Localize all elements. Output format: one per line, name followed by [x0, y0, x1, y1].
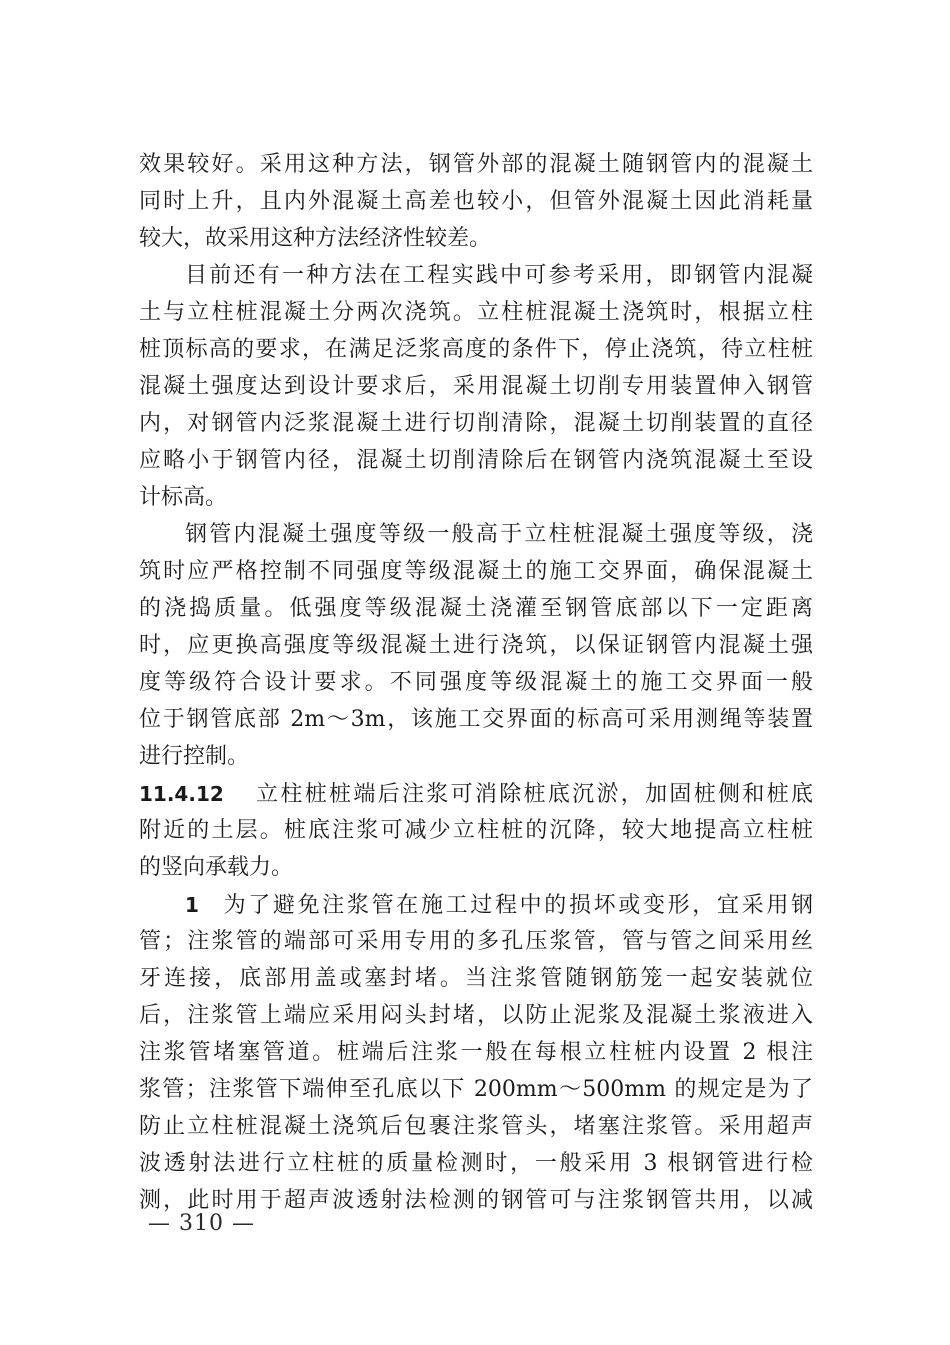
- text-line: 的浇捣质量。低强度等级混凝土浇灌至钢管底部以下一定距离: [139, 596, 813, 621]
- text-line: 注浆管堵塞管道。桩端后注浆一般在每根立柱桩内设置 2 根注: [139, 1040, 813, 1065]
- text-line: 内，对钢管内泛浆混凝土进行切削清除，混凝土切削装置的直径: [139, 411, 813, 436]
- text-line: 同时上升，且内外混凝土高差也较小，但管外混凝土因此消耗量: [139, 189, 813, 214]
- text-line: 土与立柱桩混凝土分两次浇筑。立柱桩混凝土浇筑时，根据立柱: [139, 300, 813, 325]
- page-number: — 310 —: [148, 1211, 255, 1236]
- text-line: 浆管；注浆管下端伸至孔底以下 200mm～500mm 的规定是为了: [139, 1077, 813, 1102]
- text-line: 桩顶标高的要求，在满足泛浆高度的条件下，停止浇筑，待立柱桩: [139, 337, 813, 362]
- section-first-line: [139, 776, 813, 812]
- section-number: 11.4.12: [139, 782, 224, 806]
- text-line: 度等级符合设计要求。不同强度等级混凝土的施工交界面一般: [139, 670, 813, 695]
- text-line: 时，应更换高强度等级混凝土进行浇筑，以保证钢管内混凝土强: [139, 633, 813, 658]
- text-line: 钢管内混凝土强度等级一般高于立柱桩混凝土强度等级，浇: [185, 522, 813, 547]
- text-line: 目前还有一种方法在工程实践中可参考采用，即钢管内混凝: [185, 263, 813, 288]
- text-line: 牙连接，底部用盖或塞封堵。当注浆管随钢筋笼一起安装就位: [139, 966, 813, 991]
- text-span: 为了避免注浆管在施工过程中的损坏或变形，宜采用钢: [220, 893, 813, 918]
- text-line: 防止立柱桩混凝土浇筑后包裹注浆管头，堵塞注浆管。采用超声: [139, 1114, 813, 1139]
- item-first-line: [139, 887, 813, 923]
- text-line: 的竖向承载力。: [139, 855, 294, 880]
- text-line: 进行控制。: [139, 744, 250, 769]
- text-span: 立柱桩桩端后注浆可消除桩底沉淤，加固桩侧和桩底: [253, 782, 813, 807]
- text-line: 位于钢管底部 2m～3m，该施工交界面的标高可采用测绳等装置: [139, 707, 813, 732]
- text-line: 计标高。: [139, 485, 228, 510]
- text-line: 应略小于钢管内径，混凝土切削清除后在钢管内浇筑混凝土至设: [139, 448, 813, 473]
- item-number: 1: [185, 893, 199, 917]
- text-line: 较大，故采用这种方法经济性较差。: [139, 226, 492, 251]
- text-line: 附近的土层。桩底注浆可减少立柱桩的沉降，较大地提高立柱桩: [139, 818, 813, 843]
- text-line: 测，此时用于超声波透射法检测的钢管可与注浆钢管共用，以减: [139, 1188, 813, 1213]
- text-line: 后，注浆管上端应采用闷头封堵，以防止泥浆及混凝土浆液进入: [139, 1003, 813, 1028]
- text-line: 筑时应严格控制不同强度等级混凝土的施工交界面，确保混凝土: [139, 559, 813, 584]
- text-line: 管；注浆管的端部可采用专用的多孔压浆管，管与管之间采用丝: [139, 929, 813, 954]
- text-line: 波透射法进行立柱桩的质量检测时，一般采用 3 根钢管进行检: [139, 1151, 813, 1176]
- text-line: 混凝土强度达到设计要求后，采用混凝土切削专用装置伸入钢管: [139, 374, 813, 399]
- text-line: 效果较好。采用这种方法，钢管外部的混凝土随钢管内的混凝土: [139, 152, 813, 177]
